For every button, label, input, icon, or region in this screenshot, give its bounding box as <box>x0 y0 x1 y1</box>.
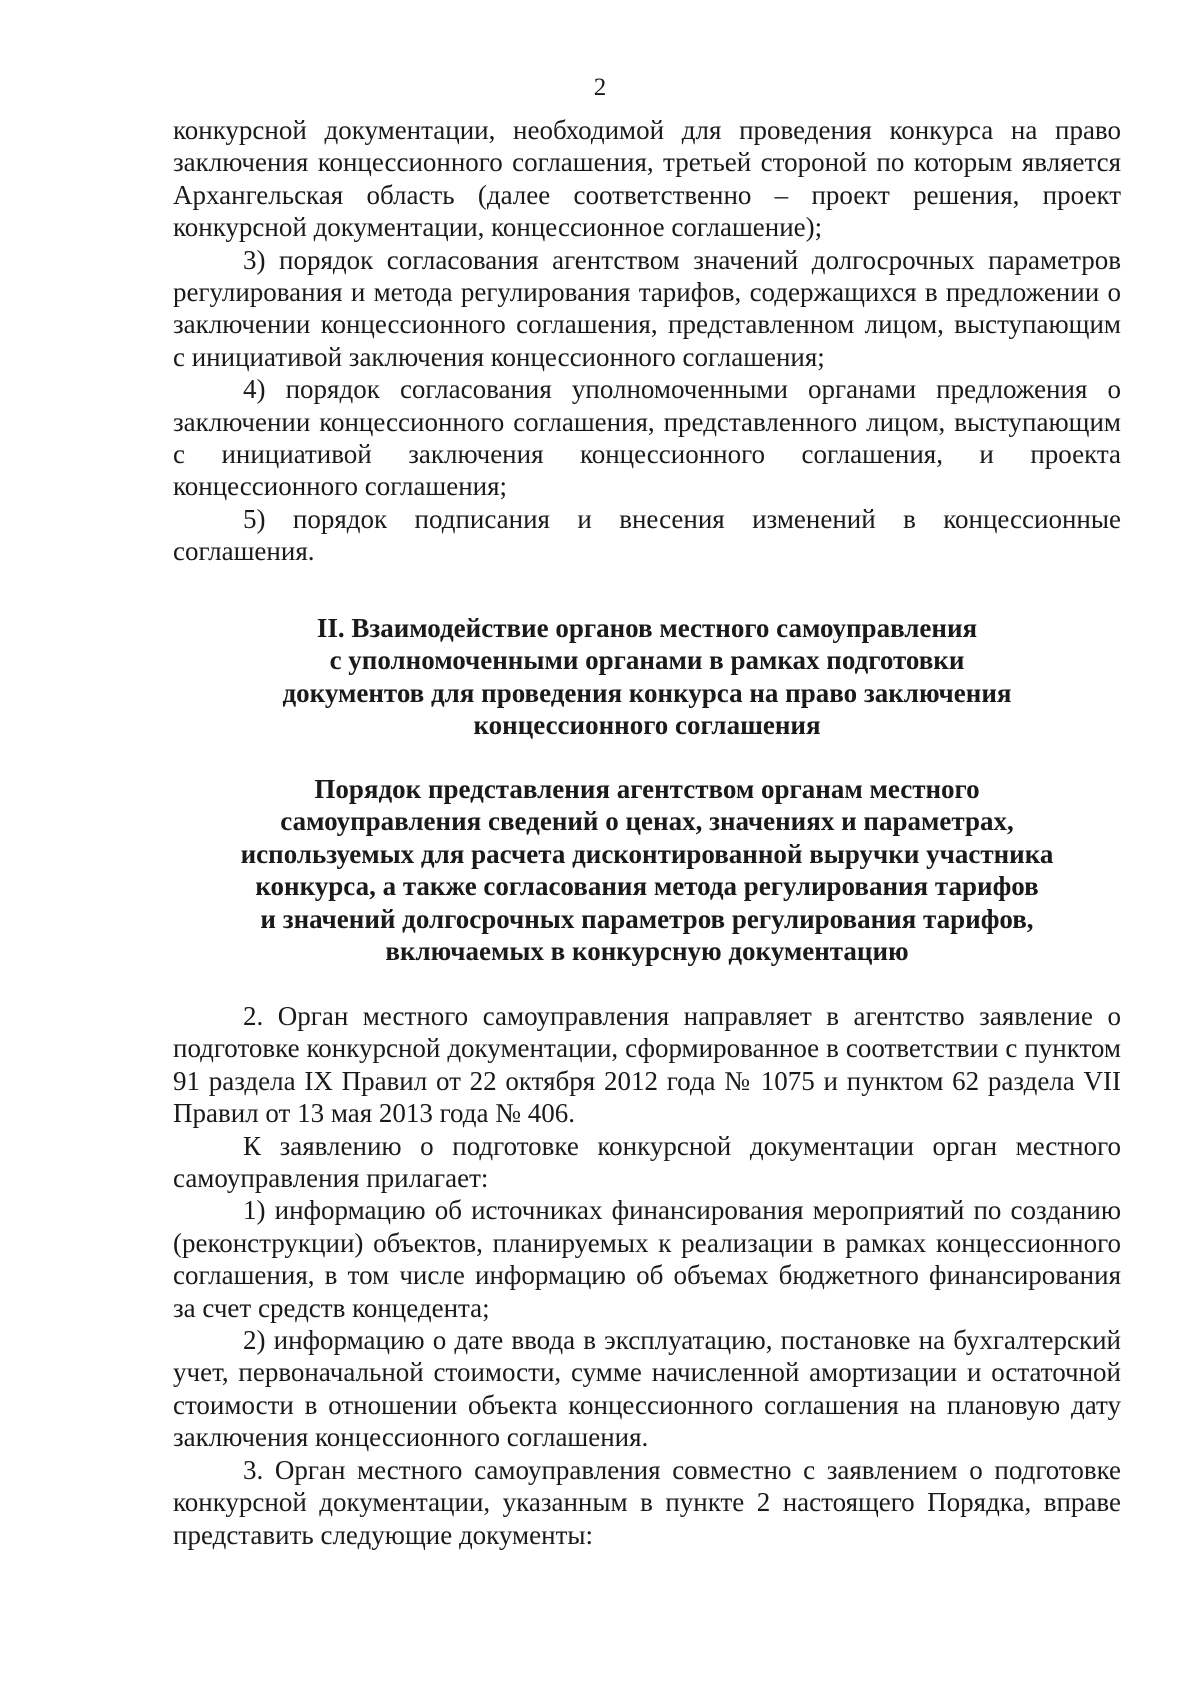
body-text <box>173 1000 1121 1551</box>
section-heading-line: концессионного соглашения <box>473 710 821 741</box>
paragraph-2: 2. Орган местного самоуправления направляет в агентство заявление о подготовке конкурсной документации, сформированное в соответствии с пунктом 91 раздела IX Правил от 22 октября 2012 года № 1075 и пунктом 62 раздела VII Правил от 13 мая 2013 года № 406. <box>173 1001 1121 1129</box>
section-heading-line: с уполномоченными органами в рамках подготовки <box>329 645 965 676</box>
list-item-5: 5) порядок подписания и внесения изменений в концессионные соглашения. <box>173 503 1121 567</box>
page-number: 2 <box>593 74 607 101</box>
list-item-3: 3) порядок согласования агентством значений долгосрочных параметров регулирования и метода регулирования тарифов, содержащихся в предложении о заключении концессионного соглашения, представленном лицом, выступающим с инициативой заключения концессионного соглашения; <box>173 244 1121 372</box>
paragraph-3: 3. Орган местного самоуправления совместно с заявлением о подготовке конкурсной документации, указанным в пункте 2 настоящего Порядка, вправе представить следующие документы: <box>173 1454 1121 1550</box>
subsection-heading-line: используемых для расчета дисконтированной выручки участника <box>240 838 1054 869</box>
section-heading <box>173 612 1121 742</box>
attachment-item-2: 2) информацию о дате ввода в эксплуатацию, постановке на бухгалтерский учет, первоначальной стоимости, сумме начисленной амортизации и остаточной стоимости в отношении объекта концессионного соглашения на плановую дату заключения концессионного соглашения. <box>173 1325 1121 1453</box>
list-item-4: 4) порядок согласования уполномоченными органами предложения о заключении концессионного соглашения, представленного лицом, выступающим с инициативой заключения концессионного соглашения, и проекта концессионного соглашения; <box>173 374 1121 502</box>
section-heading-line: документов для проведения конкурса на право заключения <box>282 677 1012 708</box>
subsection-heading <box>173 773 1121 967</box>
subsection-heading-line: конкурса, а также согласования метода регулирования тарифов <box>255 871 1039 902</box>
section-heading-line: II. Взаимодействие органов местного самоуправления <box>316 613 978 643</box>
intro-text <box>173 114 1121 568</box>
paragraph-attachments: К заявлению о подготовке конкурсной документации орган местного самоуправления прилагает: <box>173 1130 1121 1194</box>
attachment-item-1: 1) информацию об источниках финансирования мероприятий по созданию (реконструкции) объектов, планируемых к реализации в рамках концессионного соглашения, в том числе информацию об объемах бюджетного финансирования за счет средств концедента; <box>173 1195 1121 1323</box>
paragraph-continuation: конкурсной документации, необходимой для проведения конкурса на право заключения концессионного соглашения, третьей стороной по которым является Архангельская область (далее соответственно – проект решения, проект конкурсной документации, концессионное соглашение); <box>173 115 1121 243</box>
subsection-heading-line: Порядок представления агентством органам местного <box>314 774 980 804</box>
subsection-heading-line: и значений долгосрочных параметров регулирования тарифов, <box>260 903 1034 934</box>
subsection-heading-line: включаемых в конкурсную документацию <box>385 936 909 967</box>
subsection-heading-line: самоуправления сведений о ценах, значениях и параметрах, <box>280 806 1014 837</box>
